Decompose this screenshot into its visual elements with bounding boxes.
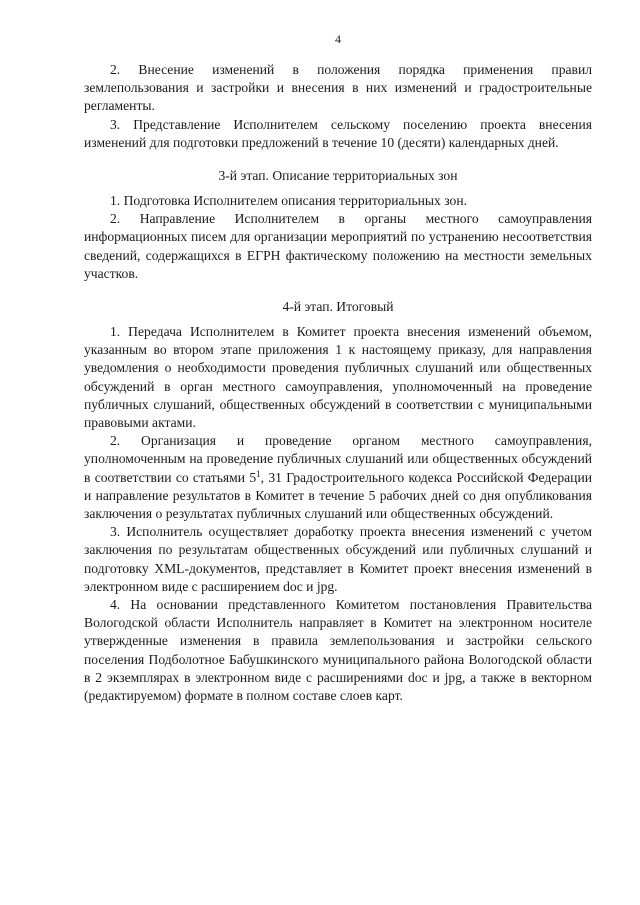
stage4-item-2 xyxy=(84,432,592,523)
stage3-item-1: 1. Подготовка Исполнителем описания территориальных зон. xyxy=(110,193,468,209)
stage4-item-4: 4. На основании представленного Комитетом постановления Правительства Вологодской области Исполнитель направляет в Комитет на электронном носителе утвержденные изменения в правила землепользования и застройки сельского поселения Подболотное Бабушкинского муниципального района Вологодской области в 2 экземплярах в электронном виде с расширениями doc и jpg, а также в векторном (редактируемом) формате в полном составе слоев карт. xyxy=(84,597,592,704)
stage3-heading: 3-й этап. Описание территориальных зон xyxy=(218,168,458,184)
stage4-item-3: 3. Исполнитель осуществляет доработку проекта внесения изменений с учетом заключения по результатам общественных обсуждений или публичных слушаний и подготовку XML-документов, представляет в Комитет проект внесения изменений в электронном виде с расширением doc и jpg. xyxy=(84,524,592,594)
page-number: 4 xyxy=(335,32,341,46)
stage3-item-2: 2. Направление Исполнителем в органы местного самоуправления информационных писем для организации мероприятий по устранению несоответствия сведений, содержащихся в ЕГРН фактическому положению на местности земельных участков. xyxy=(84,211,592,281)
article-superscript: 1 xyxy=(256,468,261,479)
stage4-heading: 4-й этап. Итоговый xyxy=(282,299,394,315)
stage4-item-1: 1. Передача Исполнителем в Комитет проекта внесения изменений объемом, указанным во втором этапе приложения 1 к настоящему приказу, для направления уведомления о необходимости проведения публичных слушаний или общественных обсуждений в орган местного самоуправления, уполномоченный на проведение публичных слушаний, общественных обсуждений в соответствии с муниципальными правовыми актами. xyxy=(84,324,592,431)
stage2-item-2: 2. Внесение изменений в положения порядка применения правил землепользования и застройки и внесения в них изменений и градостроительные регламенты. xyxy=(84,62,592,114)
stage4-item-2-text-end: , 31 Градостроительного кодекса Российской Федерации и направление результатов в Комитет в течение 5 рабочих дней со дня опубликования заключения о результатах публичных слушаний или общественных обсуждений. xyxy=(84,469,592,522)
stage4-item-2-text-start: 2. Организация и проведение органом местного самоуправления, уполномоченным на проведение публичных слушаний или общественных обсуждений в соответствии со статьями 5 xyxy=(84,433,592,485)
stage2-item-3: 3. Представление Исполнителем сельскому поселению проекта внесения изменений для подготовки предложений в течение 10 (десяти) календарных дней. xyxy=(84,116,592,150)
